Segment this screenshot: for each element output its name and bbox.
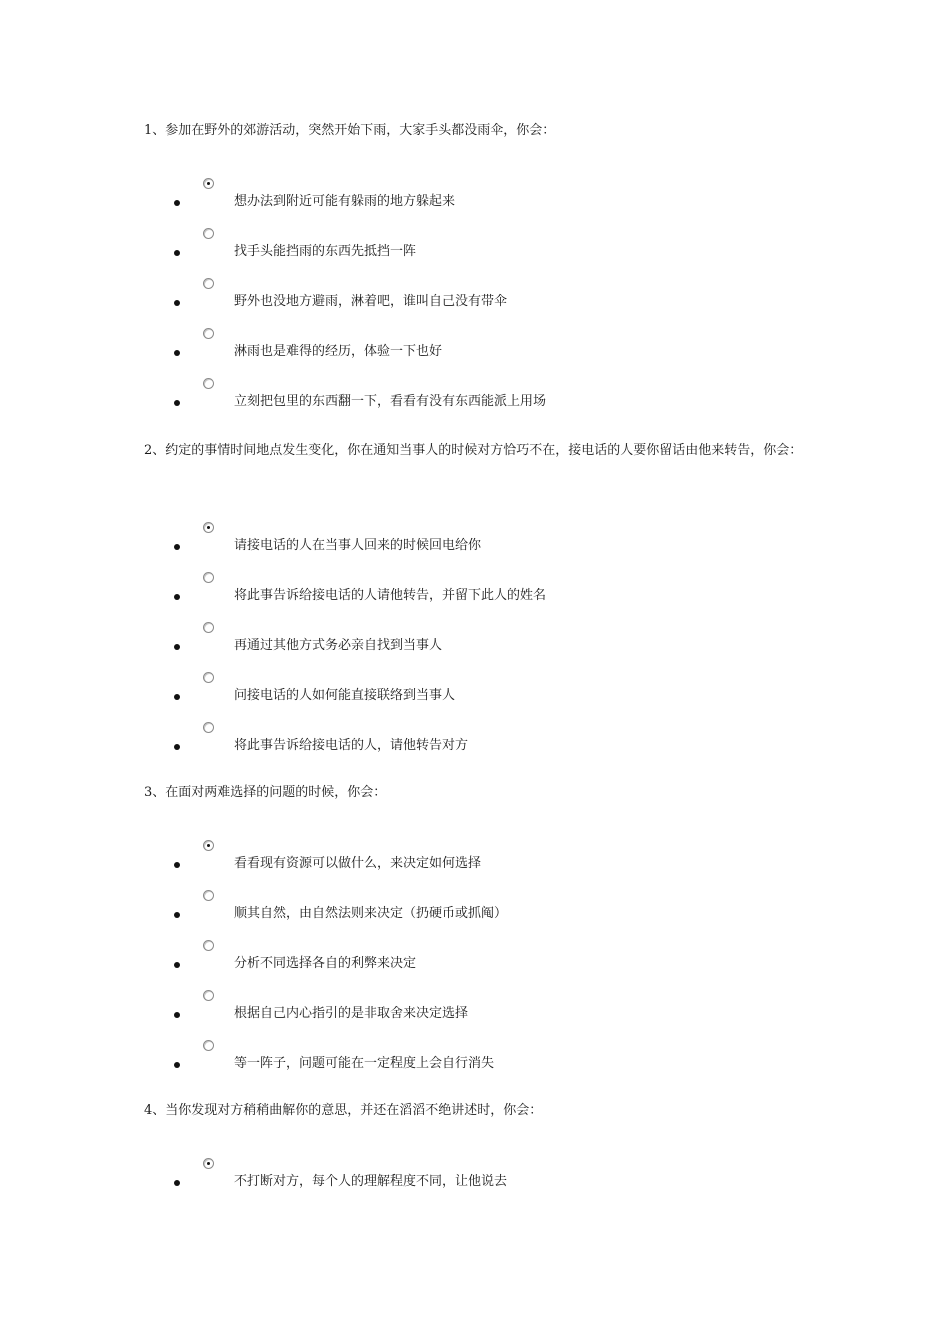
option-label: 顺其自然，由自然法则来决定（扔硬币或抓阄） <box>234 906 508 921</box>
option-item[interactable] <box>168 990 768 1030</box>
bullet <box>174 744 180 750</box>
radio-button[interactable] <box>203 278 214 289</box>
bullet <box>174 694 180 700</box>
radio-button[interactable] <box>203 1040 214 1051</box>
option-label: 根据自己内心指引的是非取舍来决定选择 <box>234 1006 469 1021</box>
radio-button[interactable] <box>203 378 214 389</box>
bullet <box>174 594 180 600</box>
option-item[interactable] <box>168 622 768 662</box>
option-item[interactable] <box>168 378 768 418</box>
question-3-text: 3、在面对两难选择的问题的时候，你会： <box>144 785 387 800</box>
option-item[interactable] <box>168 178 768 218</box>
radio-button[interactable] <box>203 228 214 239</box>
radio-button[interactable] <box>203 890 214 901</box>
option-label: 想办法到附近可能有躲雨的地方躲起来 <box>234 194 456 209</box>
option-label: 不打断对方，每个人的理解程度不同，让他说去 <box>234 1174 508 1189</box>
option-label: 请接电话的人在当事人回来的时候回电给你 <box>234 538 482 553</box>
radio-button[interactable] <box>203 990 214 1001</box>
bullet <box>174 200 180 206</box>
option-label: 立刻把包里的东西翻一下，看看有没有东西能派上用场 <box>234 394 547 409</box>
bullet <box>174 300 180 306</box>
option-item[interactable] <box>168 890 768 930</box>
option-item[interactable] <box>168 672 768 712</box>
question-1-text: 1、参加在野外的郊游活动，突然开始下雨，大家手头都没雨伞，你会： <box>144 123 556 138</box>
option-label: 分析不同选择各自的利弊来决定 <box>234 956 417 971</box>
radio-button[interactable] <box>203 622 214 633</box>
radio-button[interactable] <box>203 722 214 733</box>
option-label: 再通过其他方式务必亲自找到当事人 <box>234 638 443 653</box>
option-label: 看看现有资源可以做什么，来决定如何选择 <box>234 856 482 871</box>
option-label: 将此事告诉给接电话的人，请他转告对方 <box>234 738 469 753</box>
bullet <box>174 912 180 918</box>
option-item[interactable] <box>168 1158 768 1198</box>
bullet <box>174 1062 180 1068</box>
radio-button-selected[interactable] <box>203 840 214 851</box>
radio-button-selected[interactable] <box>203 178 214 189</box>
option-item[interactable] <box>168 1040 768 1080</box>
question-2-text: 2、约定的事情时间地点发生变化，你在通知当事人的时候对方恰巧不在，接电话的人要你留话由他来转告，你会： <box>144 443 803 458</box>
option-item[interactable] <box>168 722 768 762</box>
radio-button[interactable] <box>203 328 214 339</box>
bullet <box>174 400 180 406</box>
bullet <box>174 544 180 550</box>
radio-button-selected[interactable] <box>203 522 214 533</box>
option-item[interactable] <box>168 522 768 562</box>
radio-button[interactable] <box>203 572 214 583</box>
radio-button[interactable] <box>203 672 214 683</box>
question-4-text: 4、当你发现对方稍稍曲解你的意思，并还在滔滔不绝讲述时，你会： <box>144 1103 543 1118</box>
bullet <box>174 962 180 968</box>
option-label: 等一阵子，问题可能在一定程度上会自行消失 <box>234 1056 495 1071</box>
bullet <box>174 644 180 650</box>
radio-button[interactable] <box>203 940 214 951</box>
option-item[interactable] <box>168 228 768 268</box>
option-item[interactable] <box>168 572 768 612</box>
option-label: 将此事告诉给接电话的人请他转告，并留下此人的姓名 <box>234 588 547 603</box>
option-label: 找手头能挡雨的东西先抵挡一阵 <box>234 244 417 259</box>
radio-button-selected[interactable] <box>203 1158 214 1169</box>
bullet <box>174 1012 180 1018</box>
option-label: 淋雨也是难得的经历，体验一下也好 <box>234 344 443 359</box>
bullet <box>174 250 180 256</box>
option-label: 野外也没地方避雨，淋着吧，谁叫自己没有带伞 <box>234 294 508 309</box>
option-item[interactable] <box>168 278 768 318</box>
bullet <box>174 862 180 868</box>
option-item[interactable] <box>168 840 768 880</box>
option-label: 问接电话的人如何能直接联络到当事人 <box>234 688 456 703</box>
option-item[interactable] <box>168 328 768 368</box>
option-item[interactable] <box>168 940 768 980</box>
bullet <box>174 350 180 356</box>
bullet <box>174 1180 180 1186</box>
